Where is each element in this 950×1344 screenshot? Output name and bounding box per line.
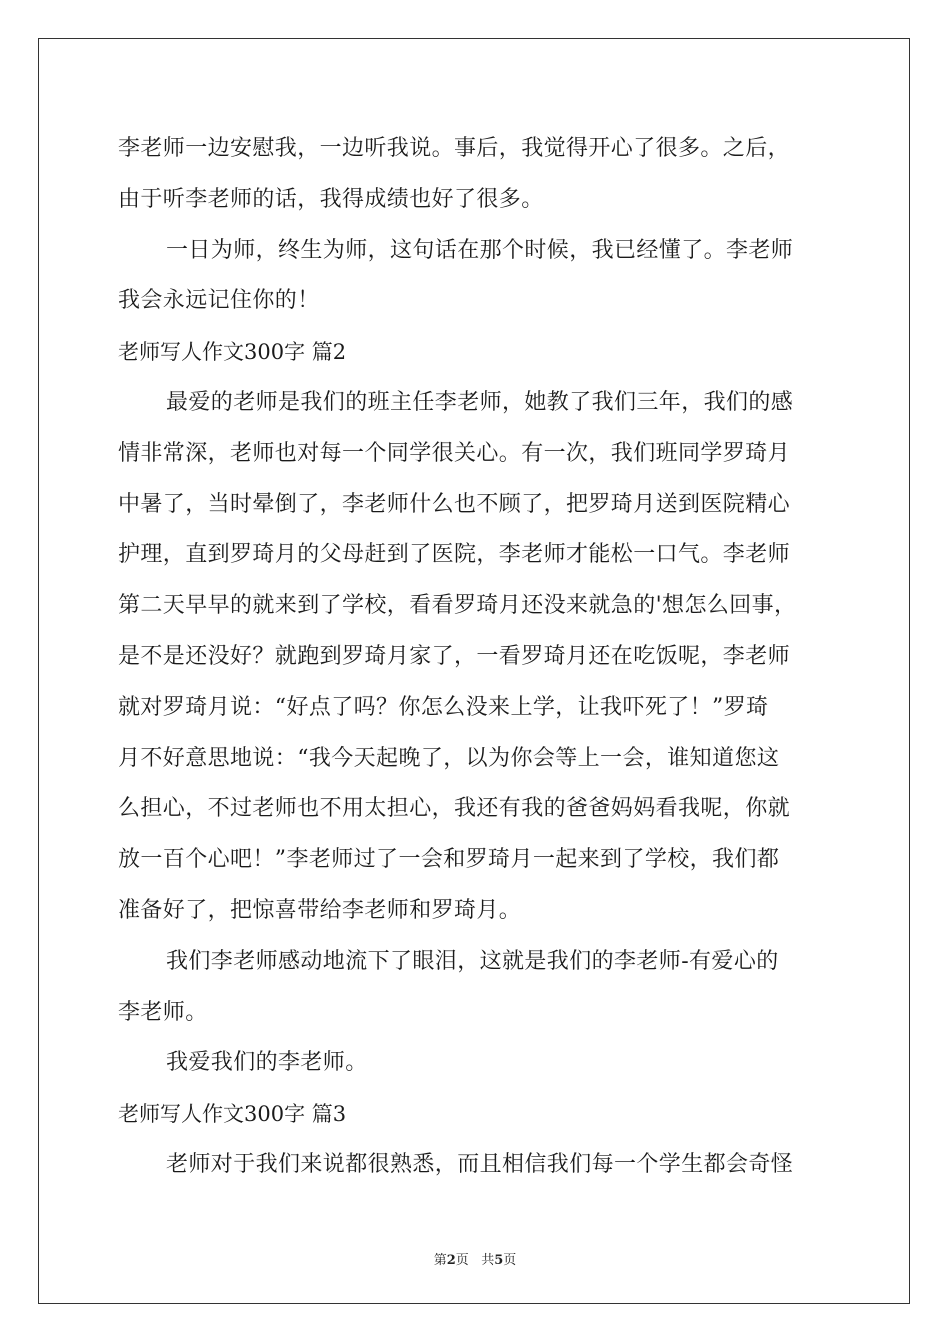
text-line: 最爱的老师是我们的班主任李老师，她教了我们三年，我们的感	[166, 389, 794, 415]
page-footer	[0, 1249, 950, 1268]
total-prefix: 共	[481, 1253, 495, 1268]
text-line: 第二天早早的就来到了学校，看看罗琦月还没来就急的'想怎么回事，	[118, 593, 797, 619]
section-heading: 老师写人作文300字 篇3	[118, 1102, 347, 1127]
total-suffix: 页	[503, 1253, 517, 1268]
text-line: 情非常深，老师也对每一个同学很关心。有一次，我们班同学罗琦月	[118, 440, 791, 466]
text-line: 放一百个心吧！”李老师过了一会和罗琦月一起来到了学校，我们都	[118, 847, 780, 873]
text-line: 李老师一边安慰我，一边听我说。事后，我觉得开心了很多。之后，	[118, 136, 791, 161]
page-suffix: 页	[455, 1253, 469, 1268]
page-number: 2	[446, 1253, 456, 1268]
text-line: 是不是还没好？就跑到罗琦月家了，一看罗琦月还在吃饭呢，李老师	[118, 643, 791, 669]
text-line: 老师对于我们来说都很熟悉，而且相信我们每一个学生都会奇怪	[166, 1151, 794, 1177]
text-line: 么担心，不过老师也不用太担心，我还有我的爸爸妈妈看我呢，你就	[118, 796, 791, 822]
text-line: 李老师。	[118, 999, 208, 1025]
text-line: 月不好意思地说：“我今天起晚了，以为你会等上一会，谁知道您这	[118, 745, 780, 771]
text-line: 中暑了，当时晕倒了，李老师什么也不顾了，把罗琦月送到医院精心	[118, 491, 791, 517]
total-pages: 5	[494, 1253, 504, 1268]
text-line: 我们李老师感动地流下了眼泪，这就是我们的李老师-有爱心的	[166, 948, 779, 974]
text-line: 一日为师，终生为师，这句话在那个时候，我已经懂了。李老师	[166, 237, 794, 263]
text-line: 护理，直到罗琦月的父母赶到了医院，李老师才能松一口气。李老师	[118, 542, 791, 568]
text-line: 就对罗琦月说：“好点了吗？你怎么没来上学，让我吓死了！”罗琦	[118, 694, 769, 720]
text-line: 准备好了，把惊喜带给李老师和罗琦月。	[118, 897, 522, 923]
text-line: 我爱我们的李老师。	[166, 1050, 368, 1076]
text-line: 由于听李老师的话，我得成绩也好了很多。	[118, 186, 544, 212]
section-heading: 老师写人作文300字 篇2	[118, 340, 347, 365]
page-prefix: 第	[433, 1253, 447, 1268]
document-body	[118, 124, 834, 1191]
text-line: 我会永远记住你的！	[118, 288, 320, 314]
